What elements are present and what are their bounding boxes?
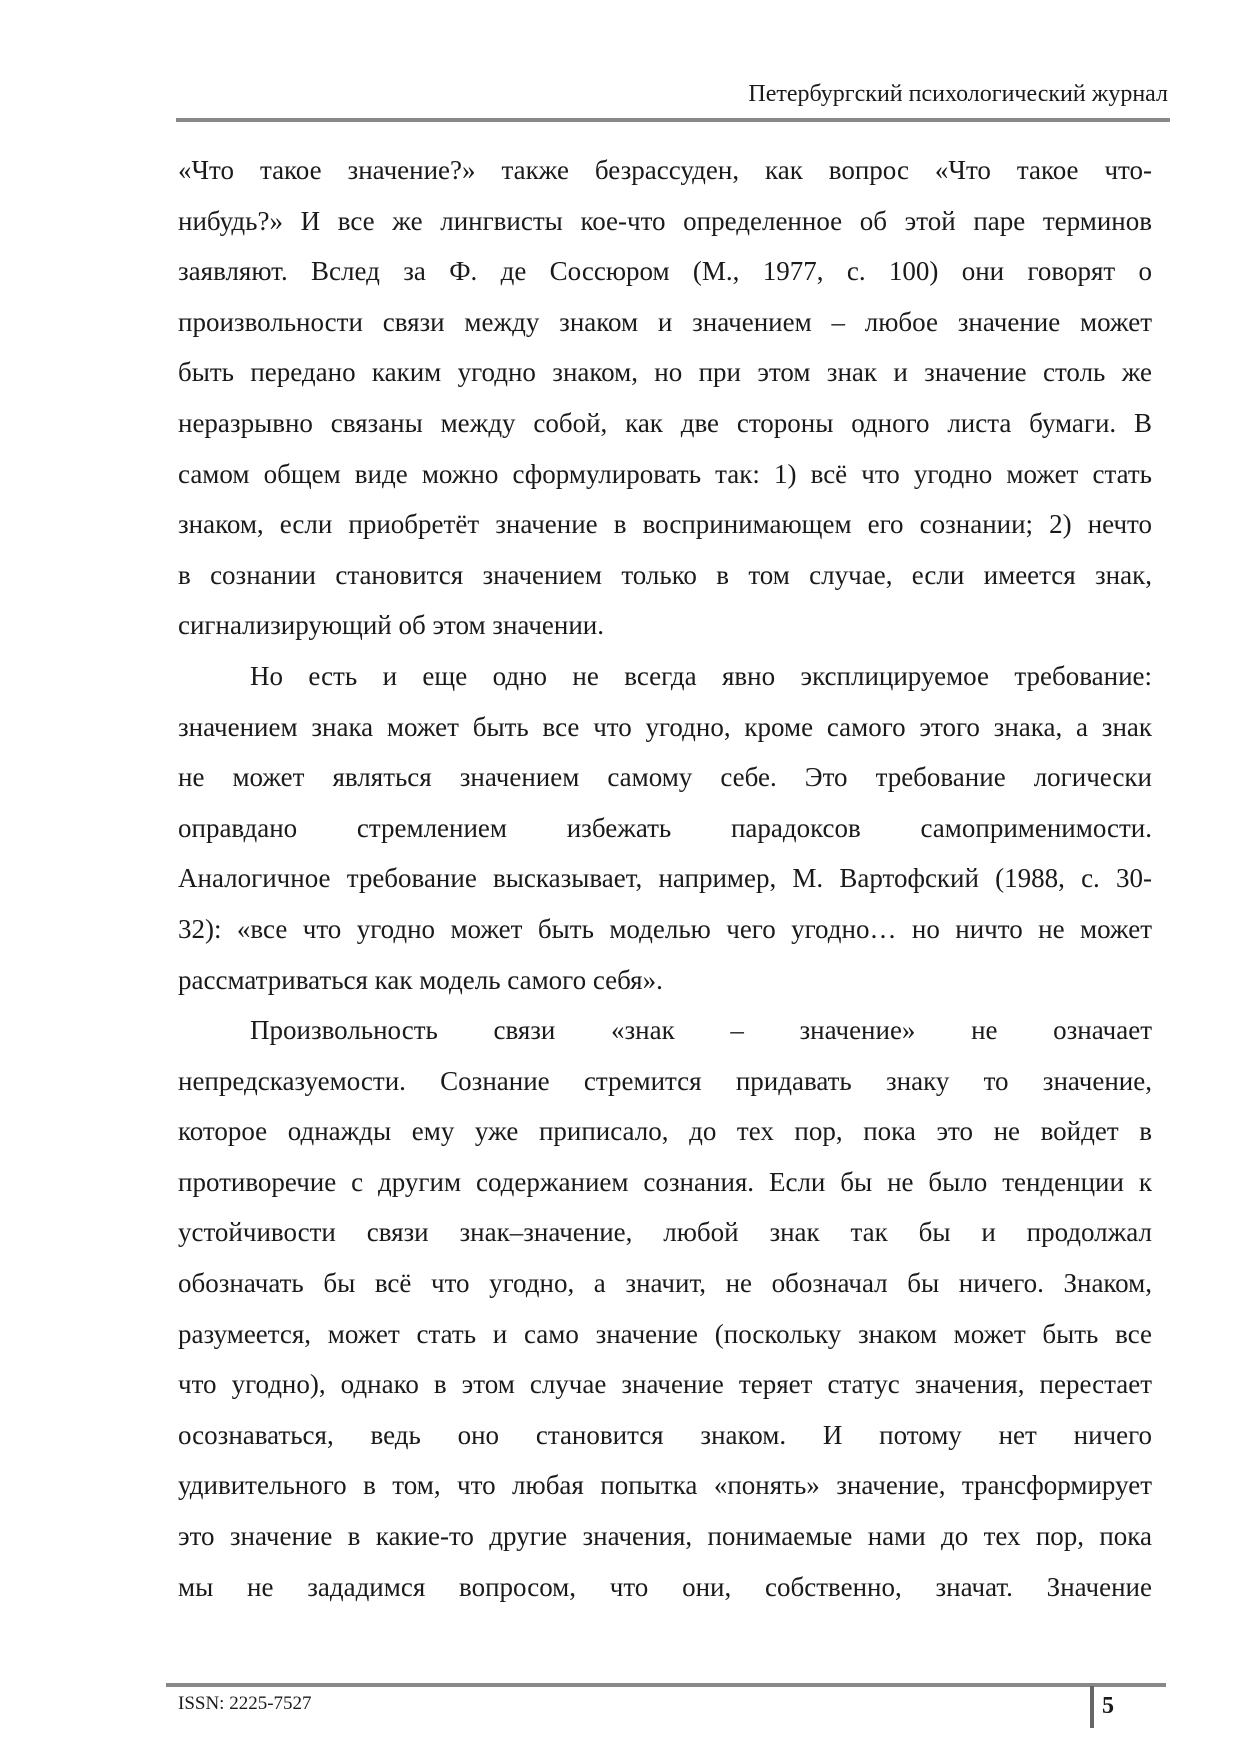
line-text: Но есть и еще одно не всегда явно эксплицируемое требование: — [250, 660, 1152, 691]
text-line — [178, 1005, 1152, 1056]
line-text: Аналогичное требование высказывает, например, М. Вартофский (1988, с. 30- — [178, 863, 1152, 894]
text-line — [178, 297, 1152, 348]
text-line — [178, 1410, 1152, 1461]
text-line — [178, 499, 1152, 550]
text-line — [178, 1207, 1152, 1258]
line-text: «Что такое значение?» также безрассуден, как вопрос «Что такое что- — [178, 155, 1152, 185]
paragraph — [178, 1005, 1152, 1612]
text-line — [178, 246, 1152, 297]
text-line — [178, 1511, 1152, 1562]
text-line — [178, 1258, 1152, 1309]
line-text: противоречие с другим содержанием сознания. Если бы не было тенденции к — [178, 1166, 1152, 1197]
text-line — [178, 1056, 1152, 1107]
text-line — [178, 1106, 1152, 1157]
line-text: быть передано каким угодно знаком, но при этом знак и значение столь же — [178, 357, 1152, 388]
paragraph — [178, 145, 1152, 651]
text-line — [178, 1309, 1152, 1360]
text-line — [178, 853, 1152, 904]
article-body — [178, 145, 1152, 1612]
text-line — [178, 1157, 1152, 1208]
line-text: нибудь?» И все же лингвисты кое-что определенное об этой паре терминов — [178, 205, 1152, 236]
text-line — [178, 955, 1152, 1006]
issn-label: ISSN: 2225-7527 — [178, 1693, 312, 1714]
text-line — [178, 651, 1152, 702]
page-number: 5 — [1102, 1693, 1114, 1719]
paragraph — [178, 651, 1152, 1005]
text-line — [178, 145, 1152, 196]
line-text: в сознании становится значением только в том случае, если имеется знак, — [178, 559, 1152, 590]
line-text: произвольности связи между знаком и значением – любое значение может — [178, 306, 1152, 337]
line-text: которое однажды ему уже приписало, до тех пор, пока это не войдет в — [178, 1116, 1152, 1147]
text-line — [178, 1460, 1152, 1511]
line-text: это значение в какие-то другие значения, понимаемые нами до тех пор, пока — [178, 1521, 1152, 1552]
text-line — [178, 752, 1152, 803]
page-number-separator — [1090, 1686, 1094, 1728]
line-text: оправдано стремлением избежать парадоксов самоприменимости. — [178, 812, 1152, 843]
text-line — [178, 803, 1152, 854]
line-text: знаком, если приобретёт значение в воспринимающем его сознании; 2) нечто — [178, 509, 1152, 540]
line-text: сигнализирующий об этом значении. — [178, 610, 604, 641]
line-text: неразрывно связаны между собой, как две стороны одного листа бумаги. В — [178, 407, 1152, 438]
text-line — [178, 1562, 1152, 1613]
line-text: мы не зададимся вопросом, что они, собственно, значат. Значение — [178, 1571, 1152, 1602]
line-text: заявляют. Вслед за Ф. де Соссюром (М., 1977, с. 100) они говорят о — [178, 256, 1152, 287]
line-text: рассматриваться как модель самого себя». — [178, 964, 663, 995]
journal-title: Петербургский психологический журнал — [748, 81, 1168, 107]
text-line — [178, 449, 1152, 500]
text-line — [178, 904, 1152, 955]
line-text: 32): «все что угодно может быть моделью чего угодно… но ничто не может — [178, 913, 1152, 944]
line-text: не может являться значением самому себе. Это требование логически — [178, 762, 1152, 793]
text-line — [178, 398, 1152, 449]
line-text: непредсказуемости. Сознание стремится придавать знаку то значение, — [178, 1065, 1152, 1096]
line-text: разумеется, может стать и само значение (поскольку знаком может быть все — [178, 1318, 1152, 1349]
line-text: обозначать бы всё что угодно, а значит, не обозначал бы ничего. Знаком, — [178, 1268, 1152, 1299]
line-text: удивительного в том, что любая попытка «понять» значение, трансформирует — [178, 1470, 1152, 1501]
header-rule — [176, 118, 1170, 122]
text-line — [178, 196, 1152, 247]
line-text: устойчивости связи знак–значение, любой знак так бы и продолжал — [178, 1217, 1152, 1248]
text-line — [178, 550, 1152, 601]
footer-rule — [166, 1683, 1166, 1687]
line-text: что угодно), однако в этом случае значение теряет статус значения, перестает — [178, 1369, 1152, 1400]
line-text: значением знака может быть все что угодно, кроме самого этого знака, а знак — [178, 711, 1152, 742]
text-line — [178, 347, 1152, 398]
text-line — [178, 702, 1152, 753]
line-text: самом общем виде можно сформулировать так: 1) всё что угодно может стать — [178, 458, 1152, 489]
line-text: осознаваться, ведь оно становится знаком. И потому нет ничего — [178, 1419, 1152, 1450]
text-line — [178, 1359, 1152, 1410]
text-line — [178, 600, 1152, 651]
line-text: Произвольность связи «знак – значение» не означает — [250, 1015, 1152, 1046]
